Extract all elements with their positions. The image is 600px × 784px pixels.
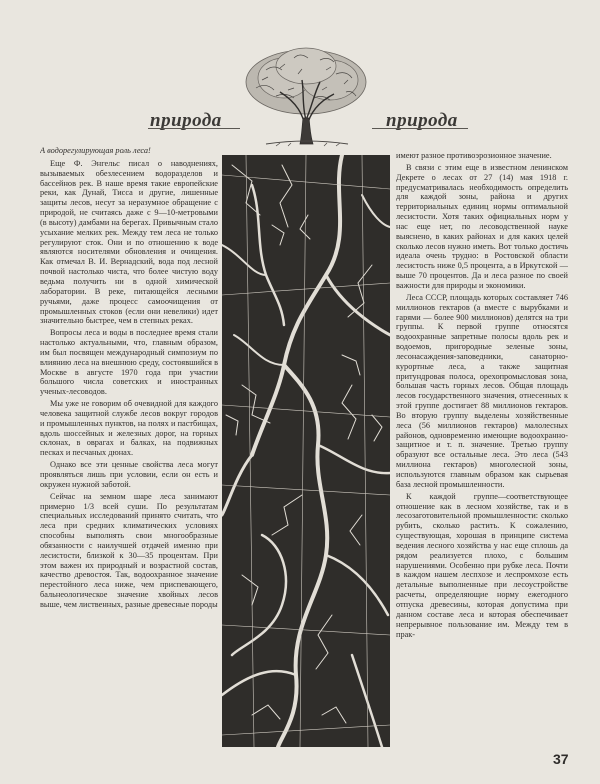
body-paragraph: Мы уже не говорим об очевидной для каждого человека защитной службе лесов вокруг городов и промышленных пунктов, на полях и пастбищах, вдоль шоссейных и железных дорог, на горных склонах, в оврагах и балках, на подвижных песках и песчаных дюнах. xyxy=(40,399,218,458)
body-paragraph: Однако все эти ценные свойства леса могут проявляться лишь при условии, если он есть и окружен нужной заботой. xyxy=(40,460,218,489)
page-number: 37 xyxy=(553,751,569,767)
body-paragraph: Сейчас на земном шаре леса занимают примерно 1/3 всей суши. По результатам специальных исследований принято считать, что леса при средних климатических условиях способны выполнять свои многообразные обязанности с наилучшей отдачей именно при лесистости, близкой к 30—35 процентам. При этом важен их природный и возрастной состав, качество древостоя. Так, водоохранное значение перестойного леса ниже, чем приспевающего, бальнеологическое значение хвойных лесов выше, чем лиственных, разные древесные породы xyxy=(40,491,218,609)
tree-icon-drawing xyxy=(236,40,376,150)
right-text-column xyxy=(396,151,568,776)
forest-aerial-image xyxy=(222,155,390,747)
body-paragraph: Вопросы леса и воды в последнее время стали настолько актуальными, что, главным образом, им был посвящен международный симпозиум по влиянию леса на внешнюю среду, состоявшийся в Москве в августе 1970 года при участии большого числа советских и иностранных ученых-лесоводов. xyxy=(40,328,218,397)
header-rule-right xyxy=(372,128,468,129)
body-paragraph: Еще Ф. Энгельс писал о наводнениях, вызываемых обезлесением водоразделов и бассейнов рек. В наше время такие европейские реки, как Дунай, Тисса и другие, лишенные защиты лесов, несут за неразумное обращение с природой, не считаясь даже с 9—10-метровыми (в высоту) дамбами на берегах. Привычным стало усыхание мелких рек. Между тем леса не только регулируют сток. Они и по отношению к воде являются носителями обновления и очищения. Как отмечал В. И. Вернадский, вода под лесной почвой настолько чиста, что более чистую воду ведьма получить ни в одной химической лаборатории. В реке, питающейся лесными ручьями, даже процесс самоочищения от промышленных стоков (если они невелики) идет значительно быстрее, чем в степных реках. xyxy=(40,158,218,326)
body-paragraph: имеют разное противоэрозионное значение. xyxy=(396,151,552,160)
body-paragraph: К каждой группе—соответствующее отношение как в лесном хозяйстве, так и в лесозаготовительной промышленности: сколько рубить, сколько растить. К сожалению, существующая, хорошая в принципе система ведения лесного хозяйства у нас еще сплошь да рядом реализуется плохо, с большим нарушениями. Особенно при рубке леса. Почти в каждом нашем леспхозе и леспромхозе есть детальные выполненные при лесоустройстве расчеты, определяющие норму ежегодного отпуска древесины, которая допустима при данном составе леса и которая обеспечивает непрерывное пользование им. Между тем в прак- xyxy=(396,491,568,639)
left-text-column xyxy=(40,146,218,776)
section-title-right: природа xyxy=(386,110,458,131)
section-header xyxy=(0,30,600,150)
section-title-left: природа xyxy=(150,110,222,131)
body-paragraph: Леса СССР, площадь которых составляет 746 миллионов гектаров (а вместе с вырубками и гарями — более 900 миллионов) делятся на три группы. К первой группе относятся водоохранные запретные полосы вдоль рек и водоемов, пригородные зеленые зоны, лесонасаждения-заповедники, санаторно-курортные леса, а также защитная притундровая полоса, орехопромысловая зона, большая часть горных лесов. Общая площадь лесов государственного значения, отнесенных к этой группе достигает 88 миллионов гектаров. Во вторую группу выделены хозяйственные леса (56 миллионов гектаров) малолесных районов, одновременно имеющие водоохранно-защитное и т. п. значение. Третью группу образуют все остальные леса. Это леса (543 миллиона гектаров) многолесной зоны, используются главным образом как сырьевая база лесной промышленности. xyxy=(396,292,568,489)
body-paragraph: В связи с этим еще в известном ленинском Декрете о лесах от 27 (14) мая 1918 г. предусматривалась необходимость определить для каждой зоны, района и других территориальных единиц нормы оптимальной лесистости. Хотя таких официальных норм у нас еще нет, по лесоводственной науке выяснено, в каких районах и для каких целей сколько лесов нужно иметь. Вот только достичь идеала очень трудно: в Ростовской области лесистость ниже 0,5 процента, а в Иркутской — выше 70 процентов. Да и леса разное по своей важности для природы и экономики. xyxy=(396,162,568,290)
tree-icon xyxy=(236,40,376,150)
header-rule-left xyxy=(148,128,240,129)
forest-texture xyxy=(222,155,390,747)
lead-paragraph: А водорегулирующая роль леса! xyxy=(40,146,151,155)
